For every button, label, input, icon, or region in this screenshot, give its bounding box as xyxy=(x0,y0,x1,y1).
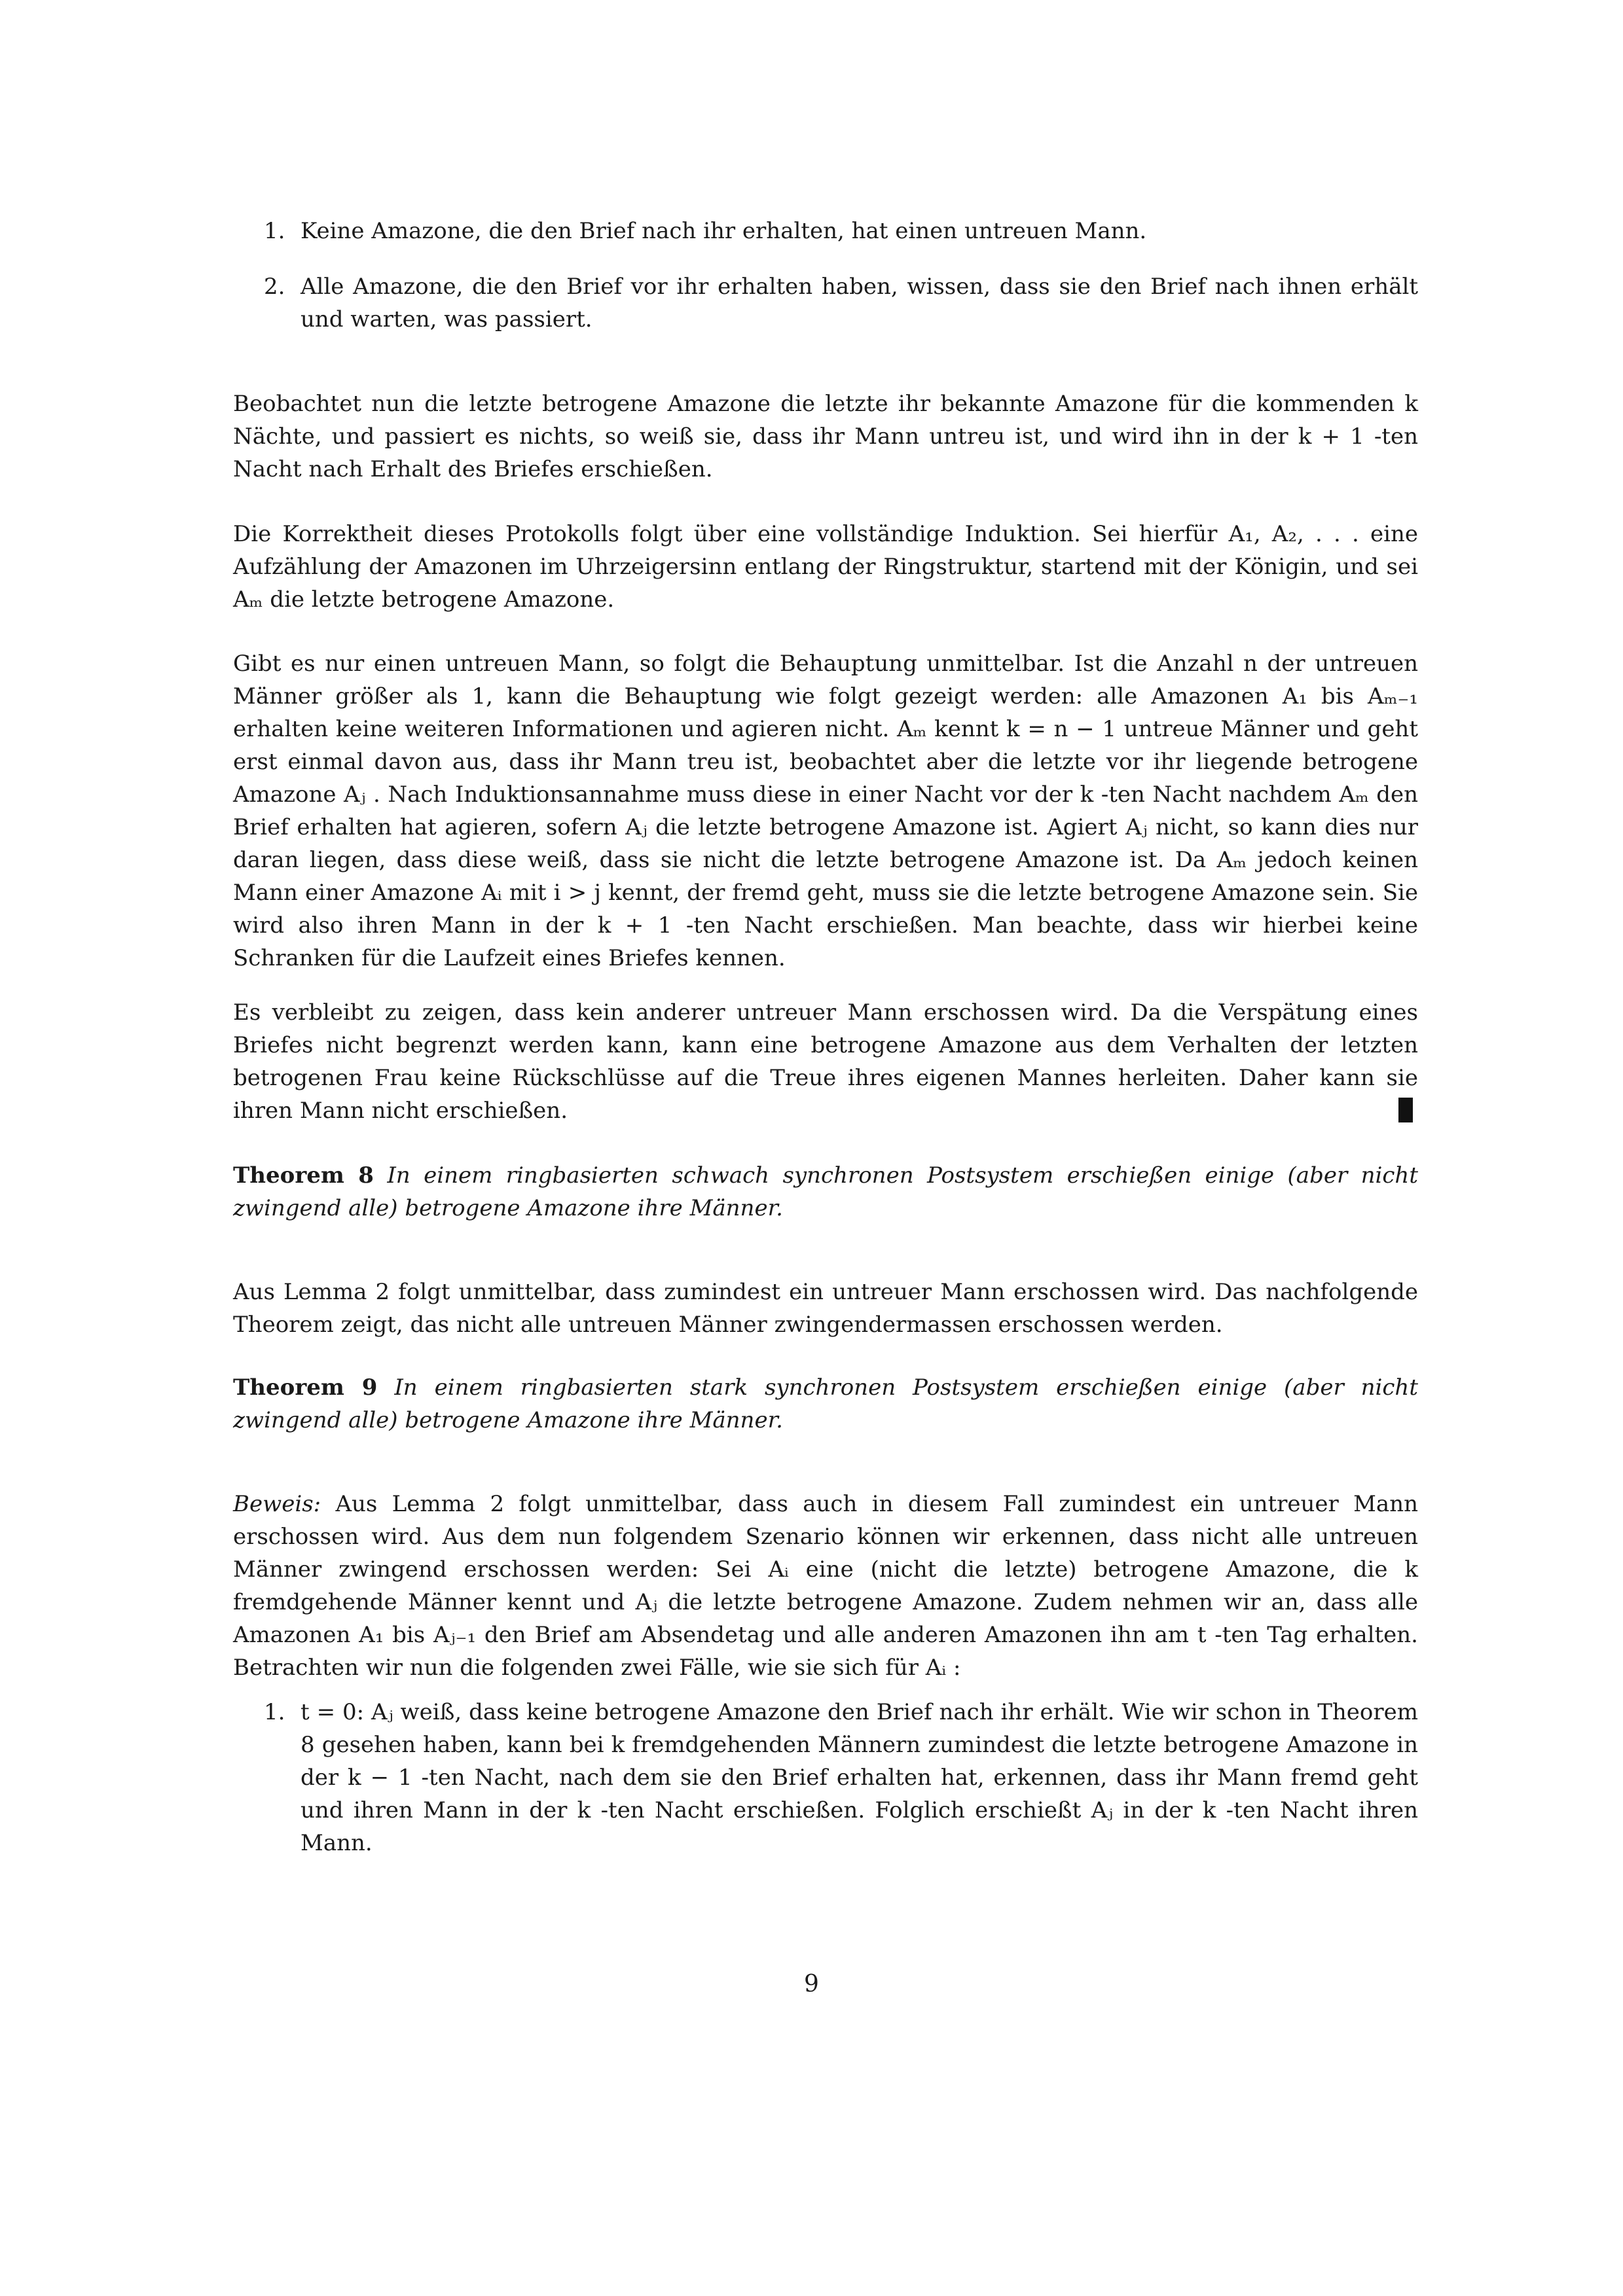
list-text: t = 0: Aⱼ weiß, dass keine betrogene Amazone den Brief nach ihr erhält. Wie wir schon in Theorem 8 gesehen haben, kann bei k fremdgehenden Männern zumindest die letzte betrogene Amazone in der k − 1 -ten Nacht, nach dem sie den Brief erhalten hat, erkennen, dass ihr Mann fremd geht und ihren Mann in der k -ten Nacht erschießen. Folglich erschießt Aⱼ in der k -ten Nacht ihren Mann. xyxy=(301,1699,1418,1856)
qed-square xyxy=(1398,1098,1413,1122)
proof-text: Aus Lemma 2 folgt unmittelbar, dass auch in diesem Fall zumindest ein untreuer Mann erschossen wird. Aus dem nun folgendem Szenario können wir erkennen, dass nicht alle untreuen Männer zwingend erschossen werden: Sei Aᵢ eine (nicht die letzte) betrogene Amazone, die k fremdgehende Männer kennt und Aⱼ die letzte betrogene Amazone. Zudem nehmen wir an, dass alle Amazonen A₁ bis Aⱼ₋₁ den Brief am Absendetag und alle anderen Amazonen ihn am t -ten Tag erhalten. Betrachten wir nun die folgenden zwei Fälle, wie sie sich für Aᵢ : xyxy=(233,1491,1418,1681)
paragraph: Gibt es nur einen untreuen Mann, so folgt die Behauptung unmittelbar. Ist die Anzahl n der untreuen Männer größer als 1, kann die Behauptung wie folgt gezeigt werden: alle Amazonen A₁ bis Aₘ₋₁ erhalten keine weiteren Informationen und agieren nicht. Aₘ kennt k = n − 1 untreue Männer und geht erst einmal davon aus, dass ihr Mann treu ist, beobachtet aber die letzte vor ihr liegende betrogene Amazone Aⱼ . Nach Induktionsannahme muss diese in einer Nacht vor der k -ten Nacht nachdem Aₘ den Brief erhalten hat agieren, sofern Aⱼ die letzte betrogene Amazone ist. Agiert Aⱼ nicht, so kann dies nur daran liegen, dass diese weiß, dass sie nicht die letzte betrogene Amazone ist. Da Aₘ jedoch keinen Mann einer Amazone Aᵢ mit i > j kennt, der fremd geht, muss sie die letzte betrogene Amazone sein. Sie wird also ihren Mann in der k + 1 -ten Nacht erschießen. Man beachte, dass wir hierbei keine Schranken für die Laufzeit eines Briefes kennen. xyxy=(233,651,1418,971)
page-number: 9 xyxy=(804,1971,819,1998)
list-text: Alle Amazone, die den Brief vor ihr erhalten haben, wissen, dass sie den Brief nach ihnen erhält und warten, was passiert. xyxy=(301,274,1418,332)
theorem-statement: In einem ringbasierten schwach synchronen Postsystem erschießen einige (aber nicht zwingend alle) betrogene Amazone ihre Männer. xyxy=(233,1162,1418,1221)
list-text: Keine Amazone, die den Brief nach ihr erhalten, hat einen untreuen Mann. xyxy=(301,218,1147,244)
paragraph: Beobachtet nun die letzte betrogene Amazone die letzte ihr bekannte Amazone für die kommenden k Nächte, und passiert es nichts, so weiß sie, dass ihr Mann untreu ist, und wird ihn in der k + 1 -ten Nacht nach Erhalt des Briefes erschießen. xyxy=(233,391,1418,482)
paragraph: Die Korrektheit dieses Protokolls folgt über eine vollständige Induktion. Sei hierfür A₁, A₂, . . . eine Aufzählung der Amazonen im Uhrzeigersinn entlang der Ringstruktur, startend mit der Königin, und sei Aₘ die letzte betrogene Amazone. xyxy=(233,521,1418,613)
proof-label: Beweis: xyxy=(233,1491,321,1517)
theorem-label: Theorem 8 xyxy=(233,1162,374,1189)
list-number: 2. xyxy=(264,274,285,300)
paragraph: Aus Lemma 2 folgt unmittelbar, dass zumindest ein untreuer Mann erschossen wird. Das nachfolgende Theorem zeigt, das nicht alle untreuen Männer zwingendermassen erschossen werden. xyxy=(233,1279,1418,1338)
proof xyxy=(233,1488,1418,1684)
theorem-statement: In einem ringbasierten stark synchronen Postsystem erschießen einige (aber nicht zwingend alle) betrogene Amazone ihre Männer. xyxy=(233,1374,1418,1433)
paragraph: Es verbleibt zu zeigen, dass kein anderer untreuer Mann erschossen wird. Da die Verspätung eines Briefes nicht begrenzt werden kann, kann eine betrogene Amazone aus dem Verhalten der letzten betrogenen Frau keine Rückschlüsse auf die Treue ihres eigenen Mannes herleiten. Daher kann sie ihren Mann nicht erschießen. xyxy=(233,999,1418,1124)
theorem-8 xyxy=(233,1159,1418,1225)
list-number: 1. xyxy=(264,218,285,244)
theorem-9 xyxy=(233,1371,1418,1437)
theorem-label: Theorem 9 xyxy=(233,1374,378,1401)
list-number: 1. xyxy=(264,1699,285,1725)
